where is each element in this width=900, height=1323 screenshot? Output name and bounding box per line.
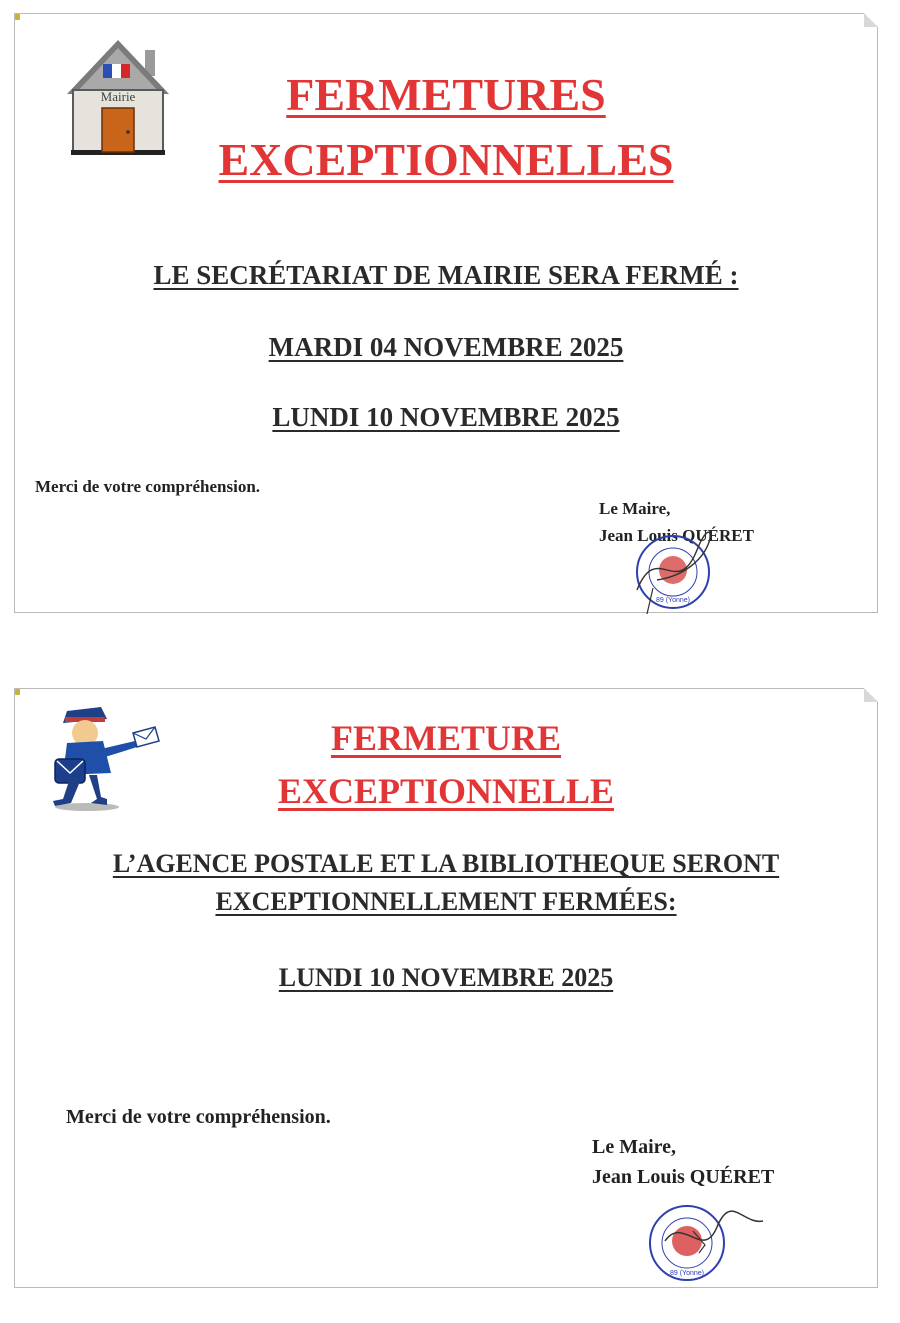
- closure-date-1: LUNDI 10 NOVEMBRE 2025: [278, 963, 614, 992]
- notice-poste-sheet: [14, 688, 878, 1288]
- title-line-1: FERMETURE: [330, 718, 561, 758]
- thanks-text: Merci de votre compréhension.: [66, 1106, 331, 1128]
- closure-heading-line-1: L’AGENCE POSTALE ET LA BIBLIOTHEQUE SERONT: [112, 849, 780, 878]
- closure-heading: LE SECRÉTARIAT DE MAIRIE SERA FERMÉ :: [153, 260, 739, 290]
- mayor-stamp-signature: [627, 530, 727, 614]
- title-line-2: EXCEPTIONNELLE: [277, 771, 615, 811]
- closure-date-2: LUNDI 10 NOVEMBRE 2025: [272, 402, 620, 432]
- signer-name: Jean Louis QUÉRET: [592, 1166, 775, 1188]
- thanks-text: Merci de votre compréhension.: [35, 477, 261, 496]
- page-fold: [864, 688, 878, 702]
- signer-name: Jean Louis QUÉRET: [599, 526, 754, 545]
- closure-date-1: MARDI 04 NOVEMBRE 2025: [268, 332, 624, 362]
- house-label: Mairie: [100, 89, 136, 104]
- signer-role: Le Maire,: [592, 1136, 677, 1158]
- pin-mark: [15, 14, 20, 20]
- title-line-1: FERMETURES: [286, 69, 606, 120]
- notice-mairie-sheet: [14, 13, 878, 613]
- svg-text:89 (Yonne): 89 (Yonne): [656, 597, 690, 604]
- svg-text:89 (Yonne): 89 (Yonne): [670, 1270, 704, 1277]
- mayor-stamp-signature: [643, 1201, 767, 1285]
- page-fold: [864, 13, 878, 27]
- closure-heading-line-2: EXCEPTIONNELLEMENT FERMÉES:: [215, 887, 677, 916]
- title-line-2: EXCEPTIONNELLES: [218, 134, 674, 185]
- pin-mark: [15, 689, 20, 695]
- signer-role: Le Maire,: [599, 499, 671, 518]
